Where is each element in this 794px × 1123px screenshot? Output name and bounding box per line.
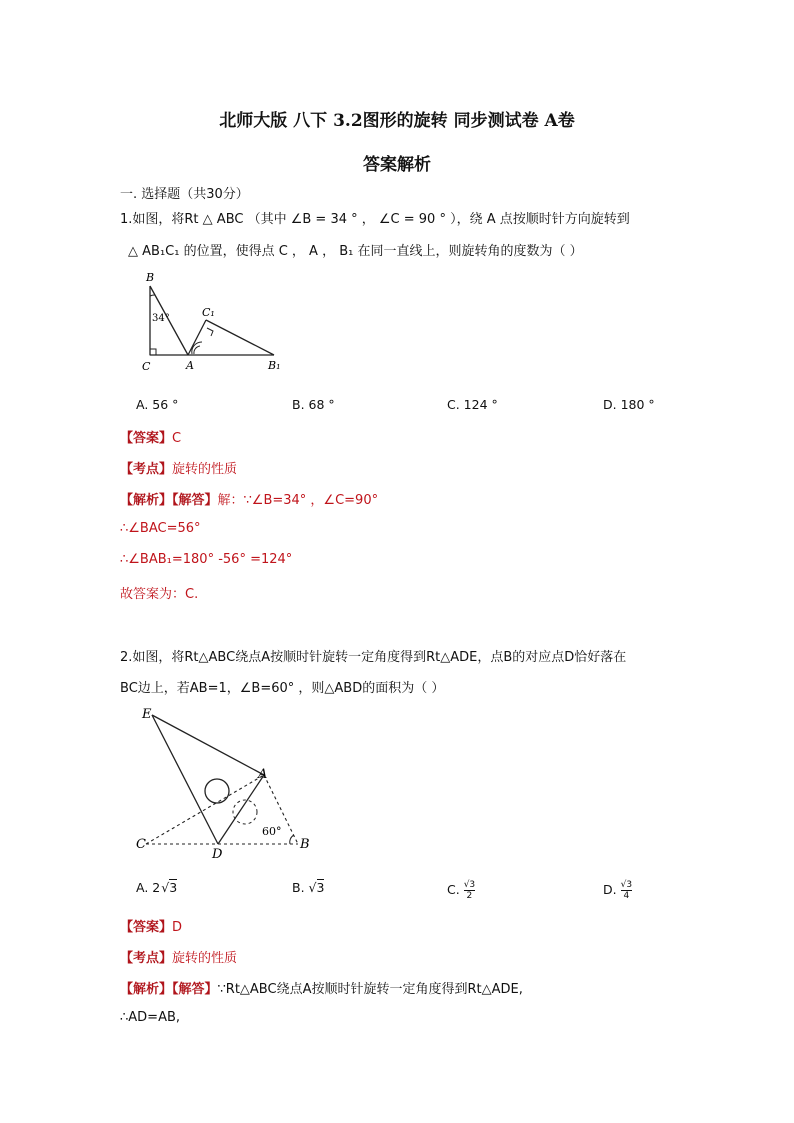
q2-option-c-denominator: 2 <box>466 891 473 901</box>
q1-kaodian-value: 旋转的性质 <box>172 462 238 477</box>
q2-option-d-label: D. <box>603 882 621 897</box>
q2-option-d-denominator: 4 <box>623 891 630 901</box>
q1-kaodian-label: 【考点】 <box>120 462 173 477</box>
q2-label-d: D <box>212 847 223 860</box>
q2-kaodian <box>120 947 237 966</box>
document-title: 北师大版 八下 3.2图形的旋转 同步测试卷 A卷 <box>219 111 575 131</box>
q2-option-c-label: C. <box>447 882 464 897</box>
q2-option-b-root-sign: √ <box>308 880 317 895</box>
q2-option-b-radicand: 3 <box>316 880 325 895</box>
q2-stem-line2: BC边上，若AB=1，∠B=60° ，则△ABD的面积为（ ） <box>120 681 445 696</box>
q2-kaodian-label: 【考点】 <box>120 951 173 966</box>
q1-jiexi-text: 解：∵∠B=34° ，∠C=90° <box>217 493 379 508</box>
q1-label-a: A <box>186 359 194 372</box>
q2-answer <box>120 916 182 935</box>
q2-label-a: A <box>258 767 268 782</box>
q2-option-c-fraction <box>464 880 475 901</box>
q1-option-c: C. 124 ° <box>447 397 498 412</box>
q1-answer-label: 【答案】 <box>120 431 173 446</box>
q1-conclusion: 故答案为：C. <box>120 587 199 602</box>
q1-label-c1: C₁ <box>202 306 215 319</box>
q2-jiexi-text: ∵Rt△ABC绕点A按顺时针旋转一定角度得到Rt△ADE, <box>217 982 523 997</box>
q2-answer-value: D <box>172 920 183 935</box>
q1-step-1: ∴∠BAC=56° <box>120 521 201 536</box>
q1-stem-line1: 1.如图，将Rt △ ABC （其中 ∠B = 34 ° ， ∠C = 90 ° ），绕 A 点按顺时针方向旋转到 <box>120 212 630 227</box>
q1-label-b: B <box>146 271 155 284</box>
q2-angle-label: 60° <box>262 825 282 838</box>
q2-option-a <box>136 880 177 895</box>
q2-stem-line1: 2.如图，将Rt△ABC绕点A按顺时针旋转一定角度得到Rt△ADE，点B的对应点D恰好落在 <box>120 650 627 665</box>
q2-option-a-label: A. 2 <box>136 880 161 895</box>
q1-answer <box>120 427 181 446</box>
q1-angle-label: 34° <box>152 313 170 324</box>
q2-option-c-numerator: √3 <box>463 880 476 890</box>
q2-label-c: C <box>136 837 146 852</box>
q2-option-b <box>292 880 324 895</box>
q2-option-b-label: B. <box>292 880 309 895</box>
q2-option-d-fraction <box>621 880 632 901</box>
q1-figure <box>136 268 296 376</box>
q1-step-2: ∴∠BAB₁=180° -56° =124° <box>120 552 293 567</box>
q2-kaodian-value: 旋转的性质 <box>172 951 238 966</box>
q1-stem-line2: △ AB₁C₁ 的位置，使得点 C ， A ， B₁ 在同一直线上，则旋转角的度数为（ ） <box>128 244 583 259</box>
section-heading: 一. 选择题（共30分） <box>120 187 249 202</box>
q2-option-c <box>447 880 475 901</box>
q2-answer-label: 【答案】 <box>120 920 173 935</box>
q2-jiexi <box>120 978 523 997</box>
q2-figure <box>132 700 322 860</box>
q2-label-e: E <box>142 707 152 722</box>
q1-jiexi <box>120 489 378 508</box>
q1-jiexi-label: 【解析】【解答】 <box>120 493 218 508</box>
q2-step-1: ∴AD=AB, <box>120 1010 181 1025</box>
document-subtitle: 答案解析 <box>363 155 431 175</box>
q1-label-b1: B₁ <box>268 359 281 372</box>
q1-label-c: C <box>142 360 151 373</box>
q2-jiexi-label: 【解析】【解答】 <box>120 982 218 997</box>
q2-label-b: B <box>300 837 310 852</box>
q1-option-a: A. 56 ° <box>136 397 179 412</box>
q1-kaodian <box>120 458 237 477</box>
q2-option-d <box>603 880 632 901</box>
q1-answer-value: C <box>172 431 182 446</box>
q1-option-d: D. 180 ° <box>603 397 655 412</box>
q2-option-a-radicand: 3 <box>169 880 178 895</box>
q1-option-b: B. 68 ° <box>292 397 335 412</box>
q2-option-d-numerator: √3 <box>620 880 633 890</box>
q2-option-a-root-sign: √ <box>161 880 170 895</box>
